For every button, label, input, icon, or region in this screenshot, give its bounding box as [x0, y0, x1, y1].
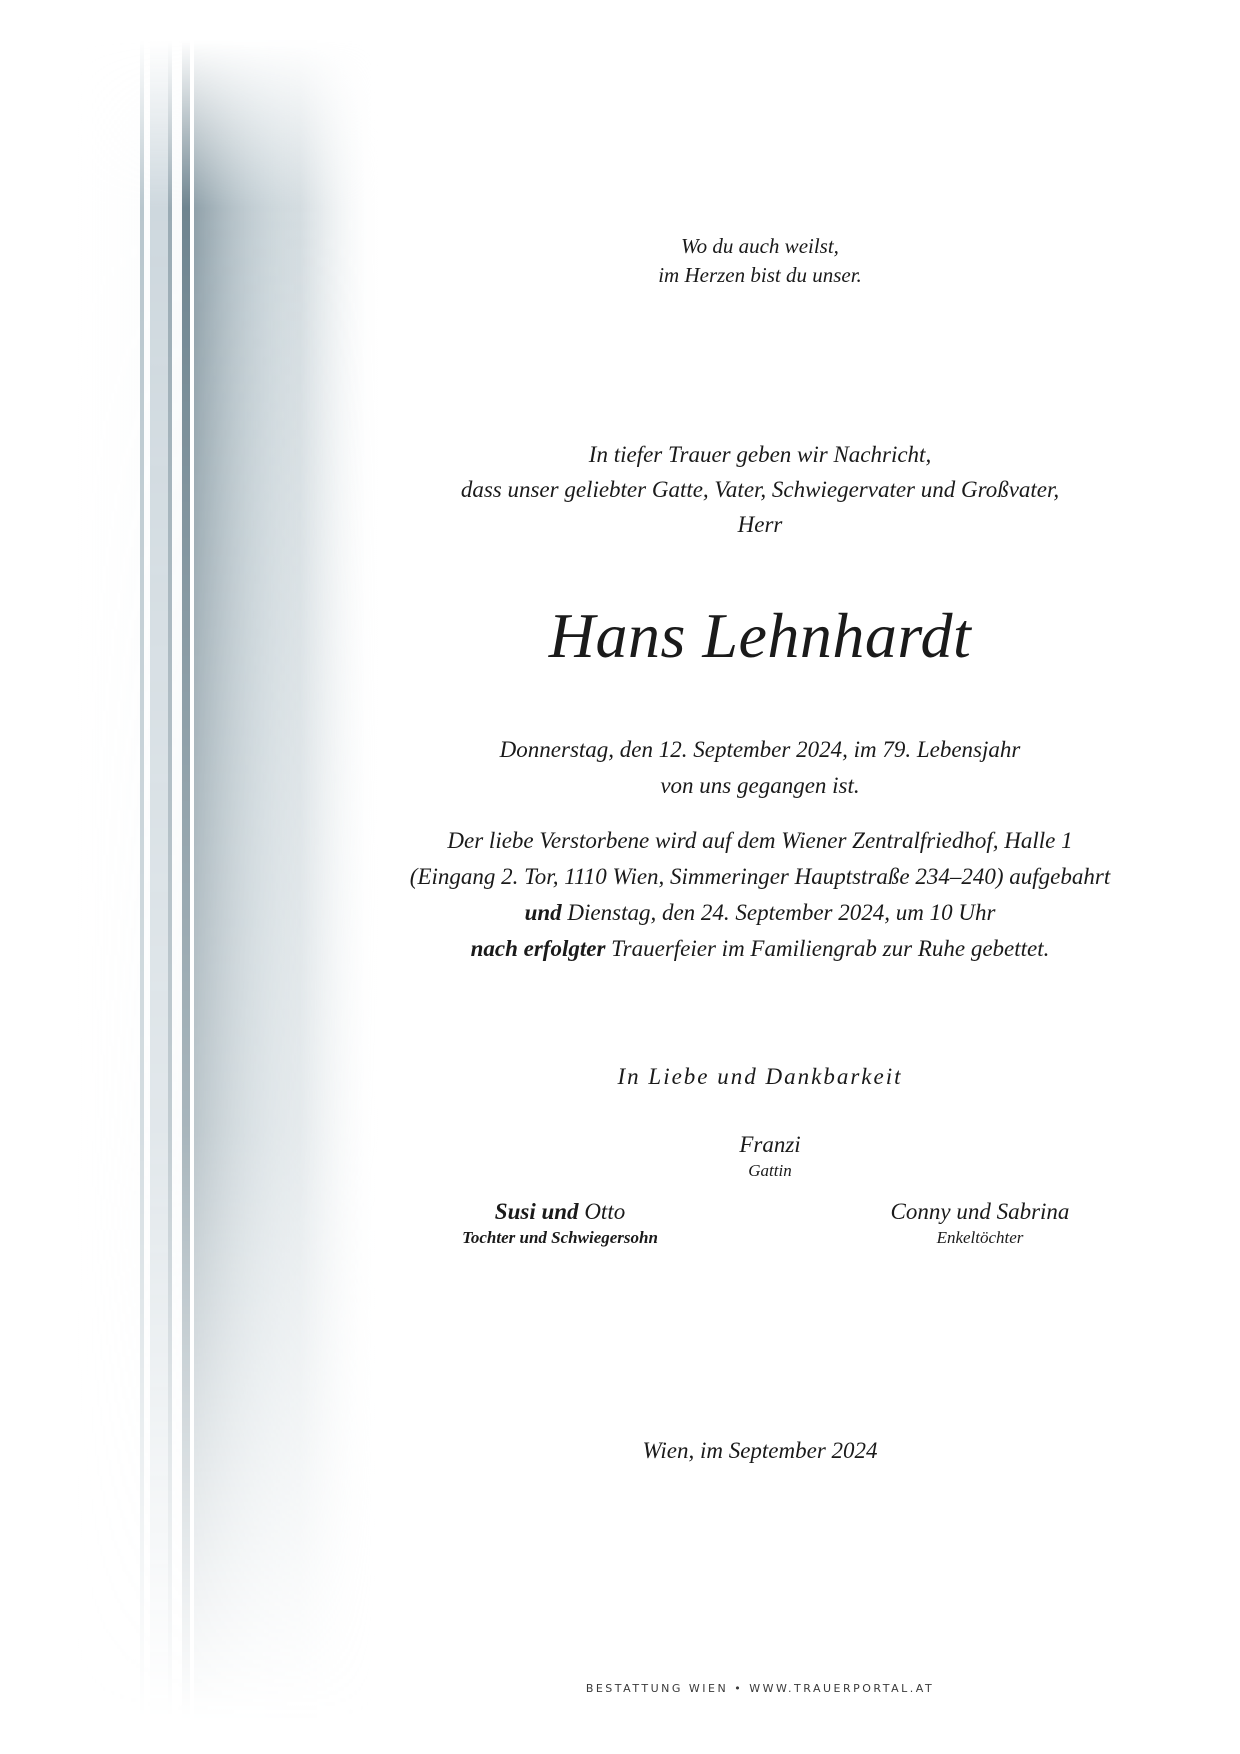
motto-line-1: Wo du auch weilst,: [681, 234, 839, 258]
mourner-relation: Tochter und Schwiegersohn: [462, 1228, 658, 1247]
mourner-name-bold: Susi und: [494, 1199, 579, 1224]
mourner-name: Franzi: [739, 1132, 801, 1157]
footer-company: BESTATTUNG WIEN: [585, 1682, 729, 1695]
death-date-line-1: Donnerstag, den 12. September 2024, im 79. Lebensjahr: [499, 737, 1021, 762]
burial-line-4: [370, 931, 1150, 967]
deceased-name: Hans Lehnhardt: [548, 600, 972, 671]
motto-line-2: im Herzen bist du unser.: [658, 263, 862, 287]
mourner-susi-otto: [360, 1197, 760, 1249]
footer: [370, 1682, 1150, 1695]
burial-line-3: [370, 895, 1150, 931]
intro-line-3: Herr: [737, 512, 783, 537]
intro-line-1: In tiefer Trauer geben wir Nachricht,: [588, 442, 932, 467]
mourner-conny-sabrina: [780, 1197, 1180, 1249]
place-date: Wien, im September 2024: [642, 1438, 878, 1463]
death-date: [370, 732, 1150, 804]
mourner-relation: Gattin: [748, 1161, 792, 1180]
mourner-name: [360, 1197, 760, 1227]
closing-phrase: In Liebe und Dankbarkeit: [617, 1064, 903, 1089]
mourner-relation: Enkeltöchter: [936, 1228, 1024, 1247]
burial-line-3-rest: Dienstag, den 24. September 2024, um 10 Uhr: [567, 900, 996, 925]
footer-separator: •: [734, 1682, 744, 1695]
mourner-franzi: [570, 1130, 970, 1182]
death-date-line-2: von uns gegangen ist.: [660, 773, 860, 798]
burial-line-4-rest: Trauerfeier im Familiengrab zur Ruhe gebettet.: [611, 936, 1050, 961]
motto: [370, 232, 1150, 290]
burial-line-4-bold: nach erfolgter: [470, 936, 606, 961]
burial-line-3-bold: und: [524, 900, 562, 925]
stripe-group: [60, 40, 384, 1720]
footer-website: WWW.TRAUERPORTAL.AT: [749, 1682, 935, 1695]
burial-line-2: (Eingang 2. Tor, 1110 Wien, Simmeringer Hauptstraße 234–240) aufgebahrt: [409, 864, 1111, 889]
burial-line-1: Der liebe Verstorbene wird auf dem Wiener Zentralfriedhof, Halle 1: [447, 828, 1073, 853]
intro-text: [370, 437, 1150, 542]
mourner-name: Conny und Sabrina: [890, 1199, 1070, 1224]
intro-line-2: dass unser geliebter Gatte, Vater, Schwiegervater und Großvater,: [460, 477, 1060, 502]
burial-info: [370, 823, 1150, 967]
mourner-name-rest: Otto: [584, 1199, 626, 1224]
